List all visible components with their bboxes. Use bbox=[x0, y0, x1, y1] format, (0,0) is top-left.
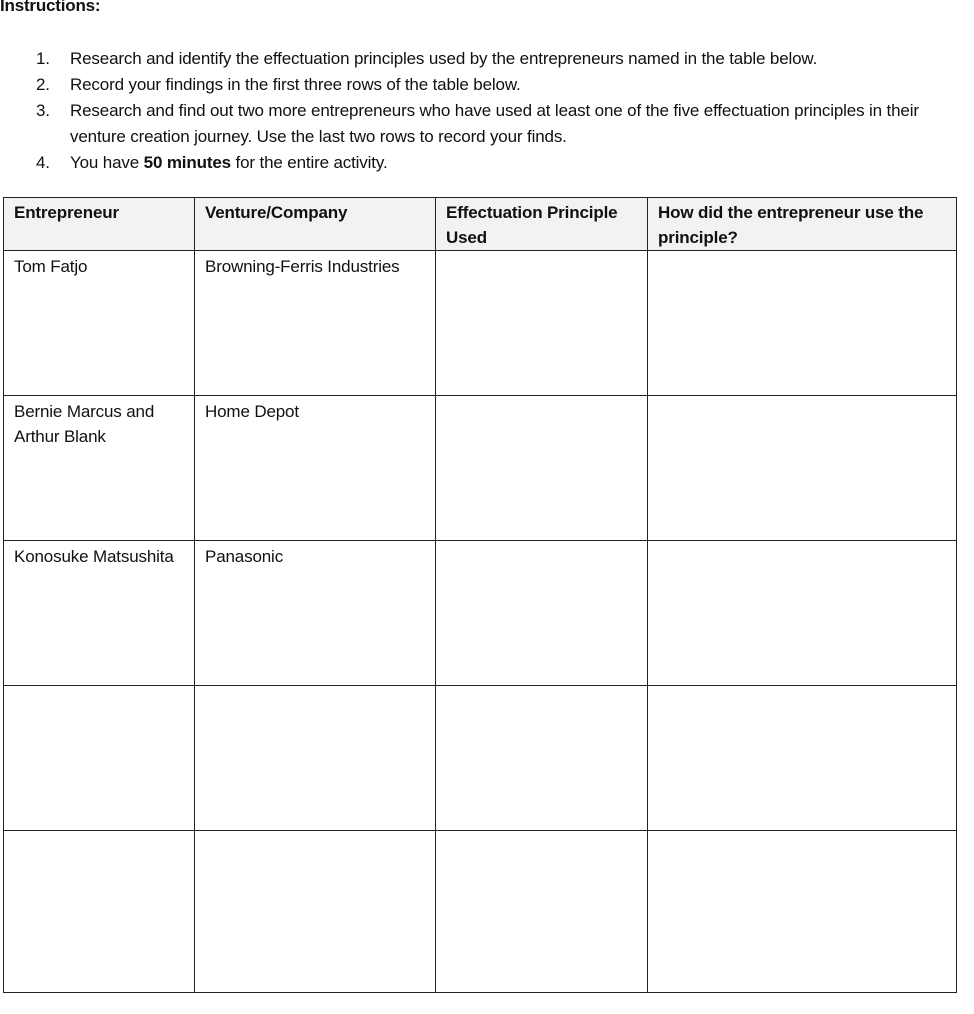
cell-principle[interactable] bbox=[436, 686, 648, 831]
header-how-used: How did the entrepreneur use the principle? bbox=[648, 198, 957, 251]
cell-venture: Panasonic bbox=[195, 541, 436, 686]
cell-principle[interactable] bbox=[436, 831, 648, 993]
cell-principle[interactable] bbox=[436, 396, 648, 541]
cell-how-used[interactable] bbox=[648, 251, 957, 396]
cell-venture: Browning-Ferris Industries bbox=[195, 251, 436, 396]
step-text-post: for the entire activity. bbox=[230, 153, 388, 172]
cell-venture[interactable] bbox=[195, 831, 436, 993]
cell-entrepreneur: Konosuke Matsushita bbox=[4, 541, 195, 686]
cell-principle[interactable] bbox=[436, 251, 648, 396]
step-number: 1. bbox=[36, 49, 50, 68]
header-effectuation-principle: Effectuation Principle Used bbox=[436, 198, 648, 251]
step-text bbox=[70, 150, 951, 176]
table-row bbox=[4, 396, 957, 541]
step-text: Research and identify the effectuation principles used by the entrepreneurs named in the table below. bbox=[70, 49, 818, 68]
cell-entrepreneur[interactable] bbox=[4, 686, 195, 831]
cell-how-used[interactable] bbox=[648, 831, 957, 993]
cell-entrepreneur: Tom Fatjo bbox=[4, 251, 195, 396]
table-row bbox=[4, 251, 957, 396]
effectuation-table bbox=[3, 197, 957, 993]
cell-venture: Home Depot bbox=[195, 396, 436, 541]
cell-how-used[interactable] bbox=[648, 541, 957, 686]
step-text: Research and find out two more entrepreneurs who have used at least one of the five effectuation principles in their venture creation journey. Use the last two rows to record your finds. bbox=[70, 101, 919, 146]
step-number: 4. bbox=[36, 153, 50, 172]
cell-how-used[interactable] bbox=[648, 396, 957, 541]
instruction-step bbox=[36, 150, 951, 176]
table-row bbox=[4, 541, 957, 686]
cell-entrepreneur: Bernie Marcus and Arthur Blank bbox=[4, 396, 195, 541]
header-entrepreneur: Entrepreneur bbox=[4, 198, 195, 251]
instruction-step bbox=[36, 98, 951, 150]
table-header-row bbox=[4, 198, 957, 251]
instruction-step bbox=[36, 46, 951, 72]
cell-principle[interactable] bbox=[436, 541, 648, 686]
step-text-pre: You have bbox=[70, 153, 144, 172]
time-limit: 50 minutes bbox=[143, 153, 231, 172]
table-row bbox=[4, 686, 957, 831]
instructions-list bbox=[36, 46, 951, 176]
cell-how-used[interactable] bbox=[648, 686, 957, 831]
instructions-heading: Instructions: bbox=[0, 0, 101, 15]
table-row bbox=[4, 831, 957, 993]
header-venture-company: Venture/Company bbox=[195, 198, 436, 251]
instruction-step bbox=[36, 72, 951, 98]
cell-venture[interactable] bbox=[195, 686, 436, 831]
step-number: 3. bbox=[36, 101, 50, 120]
cell-entrepreneur[interactable] bbox=[4, 831, 195, 993]
step-number: 2. bbox=[36, 75, 50, 94]
step-text: Record your findings in the first three rows of the table below. bbox=[70, 75, 521, 94]
